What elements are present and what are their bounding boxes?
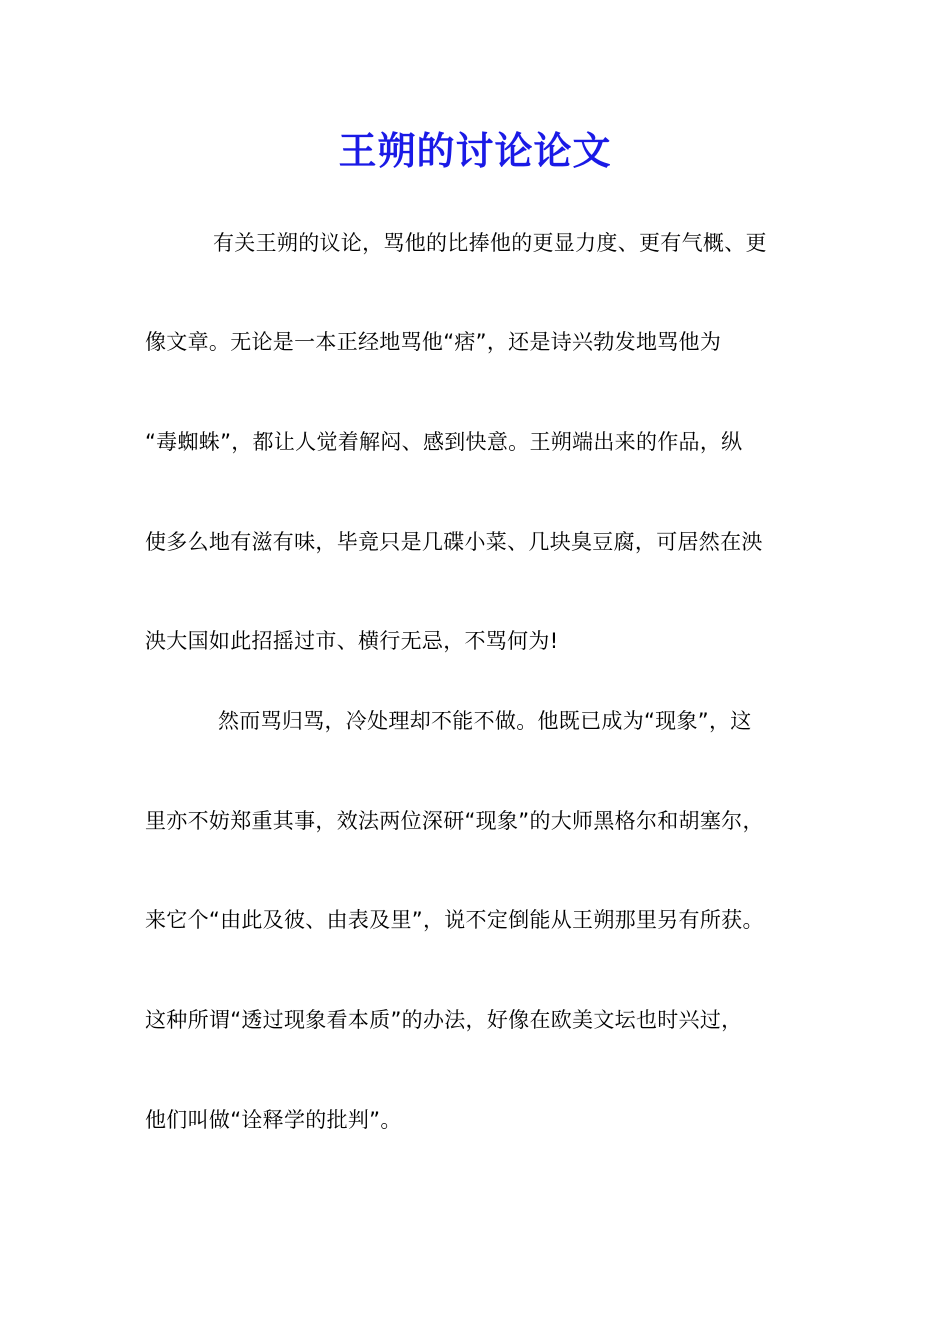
paragraph-1-line-3: “毒蜘蛛”，都让人觉着解闷、感到快意。王朔端出来的作品，纵 [145,430,743,454]
paragraph-1-line-5: 泱大国如此招摇过市、横行无忌，不骂何为! [145,629,559,653]
paragraph-2-line-1: 然而骂归骂，冷处理却不能不做。他既已成为“现象”，这 [218,709,752,733]
paragraph-1-line-4: 使多么地有滋有味，毕竟只是几碟小菜、几块臭豆腐，可居然在泱 [145,530,763,554]
paragraph-2-line-4: 这种所谓“透过现象看本质”的办法，好像在欧美文坛也时兴过， [145,1008,743,1032]
paragraph-2-line-3: 来它个“由此及彼、由表及里”，说不定倒能从王朔那里另有所获。 [145,908,764,932]
paragraph-1-line-2: 像文章。无论是一本正经地骂他“痞”，还是诗兴勃发地骂他为 [145,330,722,354]
paragraph-1-line-1: 有关王朔的议论，骂他的比捧他的更显力度、更有气概、更 [213,231,767,255]
paragraph-2-line-2: 里亦不妨郑重其事，效法两位深研“现象”的大师黑格尔和胡塞尔， [145,809,764,833]
paragraph-2-line-5: 他们叫做“诠释学的批判”。 [145,1108,402,1132]
document-title: 王朔的讨论论文 [338,128,612,173]
